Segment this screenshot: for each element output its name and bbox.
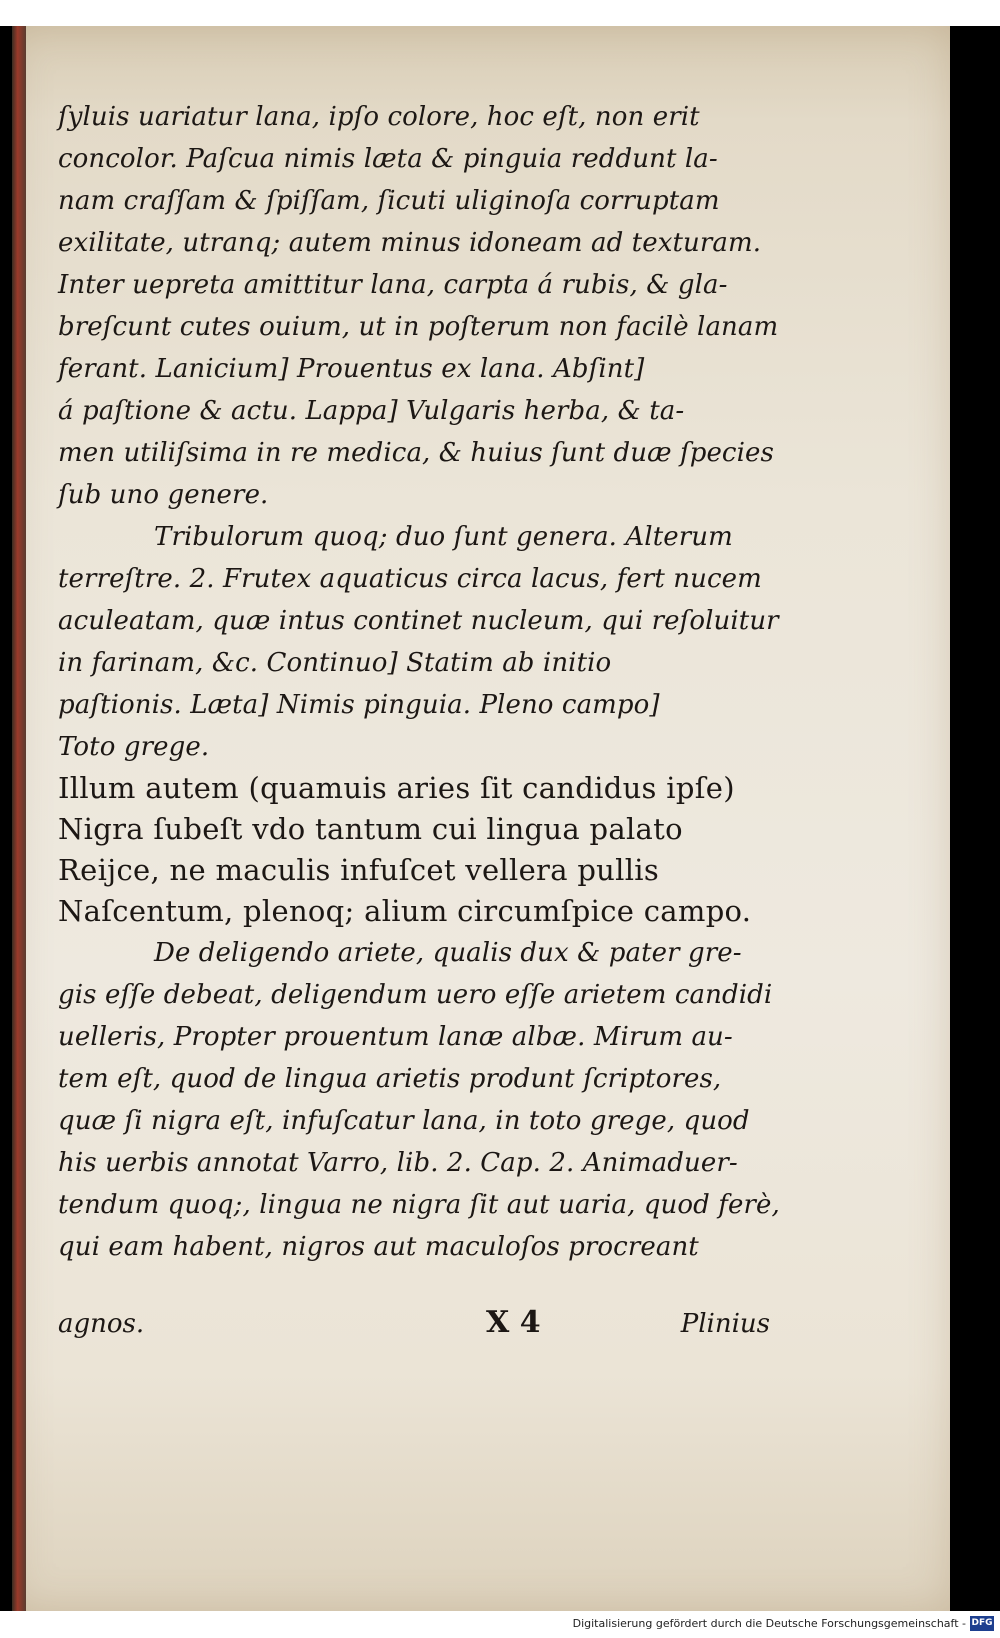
commentary-line: quæ ſi nigra eſt, infuſcatur lana, in toto grege, quod <box>58 1106 750 1136</box>
commentary-line: Inter uepreta amittitur lana, carpta á rubis, & gla- <box>58 270 728 300</box>
verse-line: Reijce, ne maculis infuſcet vellera pullis <box>58 853 660 887</box>
verse-line: Illum autem (quamuis aries ſit candidus ipſe) <box>58 771 735 805</box>
funding-credit: Digitalisierung gefördert durch die Deutsche Forschungsgemeinschaft - <box>572 1617 966 1630</box>
verse-line: Nigra ſubeſt vdo tantum cui lingua palato <box>58 812 683 846</box>
commentary-line: breſcunt cutes ouium, ut in poſterum non facilè lanam <box>58 312 779 342</box>
commentary-line: á paſtione & actu. Lappa] Vulgaris herba, & ta- <box>58 396 685 426</box>
verse-line: Naſcentum, plenoq; alium circumſpice campo. <box>58 894 752 928</box>
commentary-line: tendum quoq;, lingua ne nigra ſit aut uaria, quod ferè, <box>58 1190 780 1220</box>
commentary-line: ſyluis uariatur lana, ipſo colore, hoc eſt, non erit <box>58 102 700 132</box>
commentary-line: paſtionis. Læta] Nimis pinguia. Pleno campo] <box>58 690 660 720</box>
commentary-line: tem eſt, quod de lingua arietis produnt ſcriptores, <box>58 1064 722 1094</box>
commentary-line: qui eam habent, nigros aut maculoſos procreant <box>58 1232 699 1262</box>
catchword: Plinius <box>680 1309 770 1339</box>
top-strip <box>0 0 1000 26</box>
commentary-line: in farinam, &c. Continuo] Statim ab initio <box>58 648 612 678</box>
commentary-line: Toto grege. <box>58 732 210 762</box>
commentary-line: ſub uno genere. <box>58 480 269 510</box>
signature-mark: X 4 <box>486 1305 541 1340</box>
commentary-line: his uerbis annotat Varro, lib. 2. Cap. 2. Animaduer- <box>58 1148 738 1178</box>
commentary-line: Tribulorum quoq; duo ſunt genera. Alterum <box>154 522 733 552</box>
commentary-line: exilitate, utranq; autem minus idoneam ad texturam. <box>58 228 762 258</box>
commentary-line: ferant. Lanicium] Prouentus ex lana. Abſint] <box>58 354 645 384</box>
commentary-line: uelleris, Propter prouentum lanæ albæ. Mirum au- <box>58 1022 733 1052</box>
commentary-line: men utiliſsima in re medica, & huius ſunt duæ ſpecies <box>58 438 774 468</box>
page-footer <box>58 1305 770 1347</box>
commentary-line: aculeatam, quæ intus continet nucleum, qui reſoluitur <box>58 606 779 636</box>
dfg-logo-icon: DFG <box>970 1616 994 1631</box>
commentary-line: terreſtre. 2. Frutex aquaticus circa lacus, fert nucem <box>58 564 762 594</box>
commentary-line: gis eſſe debeat, deligendum uero eſſe arietem candidi <box>58 980 773 1010</box>
last-word: agnos. <box>58 1309 145 1339</box>
commentary-line: nam craſſam & ſpiſſam, ſicuti uliginoſa corruptam <box>58 186 720 216</box>
credit-bar <box>0 1611 1000 1638</box>
commentary-line: De deligendo ariete, qualis dux & pater gre- <box>154 938 742 968</box>
page-gutter <box>12 26 26 1611</box>
page-text-block <box>58 96 780 1268</box>
commentary-line: concolor. Paſcua nimis læta & pinguia reddunt la- <box>58 144 718 174</box>
